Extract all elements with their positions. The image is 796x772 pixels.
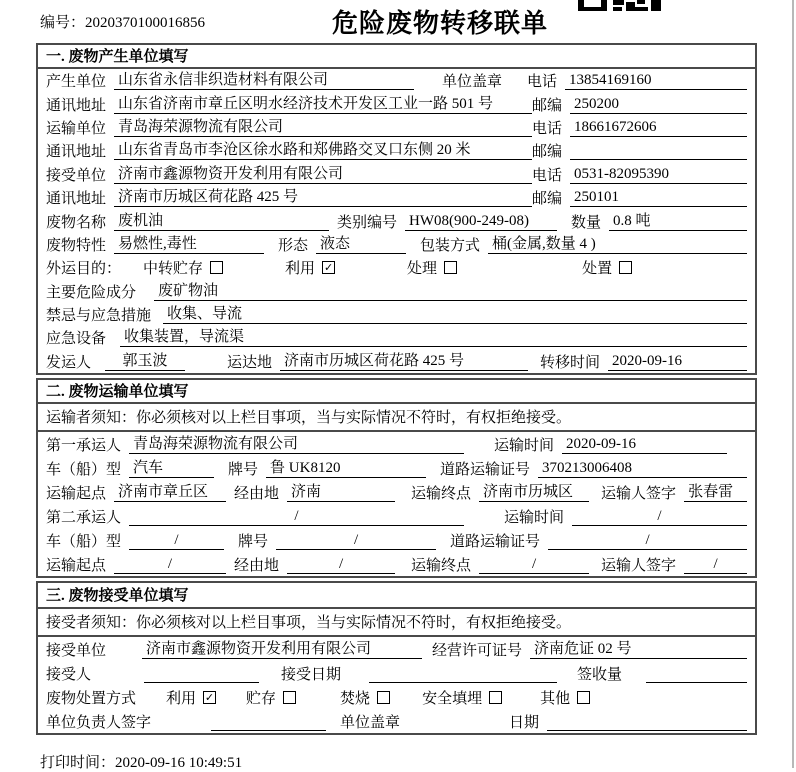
road-permit1-label: 道路运输证号 bbox=[440, 461, 531, 478]
disposal-option-landfill bbox=[422, 687, 502, 708]
waste-category-label: 类别编号 bbox=[337, 214, 398, 231]
qr-code-fragment bbox=[578, 0, 662, 11]
route2-end-value: / bbox=[479, 555, 589, 574]
receive-unit-value: 济南市鑫源物资开发利用有限公司 bbox=[142, 640, 422, 659]
field-row-vehicle1 bbox=[38, 456, 755, 480]
receiver-person-label: 接受人 bbox=[46, 666, 92, 683]
responsible-sign-value bbox=[211, 712, 326, 731]
field-row-route2 bbox=[38, 552, 755, 576]
generator-zip-value: 250200 bbox=[570, 95, 747, 114]
route2-via-label: 经由地 bbox=[234, 557, 280, 574]
receiver-zip-value: 250101 bbox=[570, 188, 747, 207]
section-receiver-title: 三. 废物接受单位填写 bbox=[38, 583, 755, 609]
disposal-use-checkbox[interactable]: ✓ bbox=[204, 690, 215, 704]
field-row-transporter-unit bbox=[38, 116, 755, 139]
disposal-use-label: 利用 bbox=[166, 690, 197, 707]
disposal-option-storage bbox=[246, 687, 296, 708]
transporter-notice: 运输者须知：你必须核对以上栏目事项，当与实际情况不符时，有权拒绝接受。 bbox=[38, 404, 755, 432]
doc-number-label: 编号： bbox=[40, 15, 86, 31]
transporter-address-value: 山东省青岛市李沧区徐水路和郑佛路交叉口东侧 20 米 bbox=[114, 141, 532, 160]
emergency-measures-value: 收集、导流 bbox=[163, 305, 747, 324]
receive-qty-label: 签收量 bbox=[577, 666, 623, 683]
generator-phone-value: 13854169160 bbox=[565, 71, 747, 90]
purpose-option-storage bbox=[143, 257, 223, 278]
destination-value: 济南市历城区荷花路 425 号 bbox=[280, 352, 528, 371]
generator-unit-value: 山东省永信非织造材料有限公司 bbox=[114, 71, 414, 90]
receive-date-label: 接受日期 bbox=[281, 666, 342, 683]
generator-unit-label: 产生单位 bbox=[46, 74, 107, 91]
field-row-route1 bbox=[38, 480, 755, 504]
receiver-seal-label: 单位盖章 bbox=[340, 714, 401, 731]
purpose-use-label: 利用 bbox=[285, 261, 316, 278]
road-permit2-label: 道路运输证号 bbox=[450, 533, 541, 550]
route1-sign-label: 运输人签字 bbox=[601, 485, 677, 502]
transporter-zip-label: 邮编 bbox=[531, 144, 562, 161]
field-row-emergency-measures bbox=[38, 303, 755, 326]
purpose-option-treat bbox=[407, 257, 457, 278]
transporter-unit-label: 运输单位 bbox=[46, 120, 107, 137]
route1-end-value: 济南市历城区 bbox=[479, 483, 589, 502]
field-row-disposal-method bbox=[38, 685, 755, 709]
receiver-address-value: 济南市历城区荷花路 425 号 bbox=[114, 188, 532, 207]
receive-stamp-date-value bbox=[547, 712, 747, 731]
field-row-generator-address bbox=[38, 92, 755, 115]
field-row-receive-unit bbox=[38, 637, 755, 661]
emergency-equipment-value: 收集装置，导流渠 bbox=[120, 328, 747, 347]
disposal-landfill-checkbox[interactable] bbox=[489, 691, 502, 704]
receiver-unit-label: 接受单位 bbox=[46, 167, 107, 184]
purpose-storage-checkbox[interactable] bbox=[210, 261, 223, 274]
carrier1-time-label: 运输时间 bbox=[494, 437, 555, 454]
receiver-zip-label: 邮编 bbox=[531, 191, 562, 208]
receive-qty-value bbox=[646, 664, 747, 683]
field-row-receiver-person bbox=[38, 661, 755, 685]
route2-origin-value: / bbox=[114, 555, 226, 574]
generator-zip-label: 邮编 bbox=[531, 97, 562, 114]
section-transporter-title: 二. 废物运输单位填写 bbox=[38, 380, 755, 404]
field-row-receiver-address bbox=[38, 186, 755, 209]
emergency-measures-label: 禁忌与应急措施 bbox=[46, 308, 152, 325]
vehicle1-type-label: 车（船）型 bbox=[46, 461, 122, 478]
route2-sign-value: / bbox=[684, 555, 747, 574]
unit-seal-label: 单位盖章 bbox=[442, 74, 503, 91]
shipper-value: 郭玉波 bbox=[105, 352, 185, 371]
section-receiver bbox=[36, 581, 757, 735]
waste-name-value: 废机油 bbox=[114, 212, 329, 231]
waste-category-value: HW08(900-249-08) bbox=[405, 212, 557, 231]
disposal-other-label: 其他 bbox=[540, 690, 571, 707]
destination-label: 运达地 bbox=[227, 354, 273, 371]
doc-number-value: 2020370100016856 bbox=[85, 15, 206, 31]
hazard-component-value: 废矿物油 bbox=[154, 282, 747, 301]
route1-origin-value: 济南市章丘区 bbox=[114, 483, 226, 502]
disposal-option-use bbox=[166, 687, 216, 708]
disposal-incinerate-label: 焚烧 bbox=[340, 690, 371, 707]
license-no-label: 经营许可证号 bbox=[432, 642, 523, 659]
page-edge-line bbox=[792, 0, 794, 768]
hazard-component-label: 主要危险成分 bbox=[46, 284, 137, 301]
print-time-value: 2020-09-16 10:49:51 bbox=[115, 755, 243, 771]
responsible-sign-label: 单位负责人签字 bbox=[46, 714, 152, 731]
disposal-storage-checkbox[interactable] bbox=[283, 691, 296, 704]
carrier2-label: 第二承运人 bbox=[46, 509, 122, 526]
road-permit1-value: 370213006408 bbox=[538, 459, 747, 478]
disposal-method-label: 废物处置方式 bbox=[46, 690, 137, 707]
receiver-phone-label: 电话 bbox=[531, 167, 562, 184]
vehicle2-plate-value: / bbox=[276, 531, 436, 550]
field-row-carrier1 bbox=[38, 432, 755, 456]
transporter-unit-value: 青岛海荣源物流有限公司 bbox=[114, 118, 532, 137]
receive-stamp-date-label: 日期 bbox=[508, 714, 539, 731]
field-row-receiver-unit bbox=[38, 163, 755, 186]
field-row-vehicle2 bbox=[38, 528, 755, 552]
shipper-label: 发运人 bbox=[46, 354, 92, 371]
transporter-zip-value bbox=[570, 141, 747, 160]
receiver-phone-value: 0531-82095390 bbox=[570, 165, 747, 184]
receive-unit-label: 接受单位 bbox=[46, 642, 107, 659]
generator-phone-label: 电话 bbox=[526, 74, 557, 91]
route2-end-label: 运输终点 bbox=[411, 557, 472, 574]
purpose-option-dispose bbox=[582, 257, 632, 278]
receiver-address-label: 通讯地址 bbox=[46, 191, 107, 208]
purpose-use-checkbox[interactable]: ✓ bbox=[323, 261, 334, 275]
field-row-waste-name bbox=[38, 209, 755, 232]
disposal-other-checkbox[interactable] bbox=[577, 691, 590, 704]
vehicle1-type-value: 汽车 bbox=[129, 459, 214, 478]
waste-traits-label: 废物特性 bbox=[46, 237, 107, 254]
purpose-dispose-label: 处置 bbox=[582, 261, 613, 278]
carrier1-label: 第一承运人 bbox=[46, 437, 122, 454]
field-row-transfer-purpose bbox=[38, 256, 755, 279]
field-row-shipper bbox=[38, 350, 755, 373]
route1-end-label: 运输终点 bbox=[411, 485, 472, 502]
receive-date-value bbox=[369, 664, 557, 683]
route1-via-label: 经由地 bbox=[234, 485, 280, 502]
transfer-time-label: 转移时间 bbox=[540, 354, 601, 371]
vehicle2-plate-label: 牌号 bbox=[238, 533, 269, 550]
waste-pack-value: 桶(金属,数量 4 ) bbox=[488, 235, 747, 254]
transporter-phone-label: 电话 bbox=[531, 120, 562, 137]
page-title: 危险废物转移联单 bbox=[332, 9, 549, 38]
field-row-hazard-component bbox=[38, 280, 755, 303]
carrier2-value: / bbox=[129, 507, 464, 526]
carrier2-time-value: / bbox=[572, 507, 747, 526]
carrier1-time-value: 2020-09-16 bbox=[562, 435, 727, 454]
generator-address-label: 通讯地址 bbox=[46, 97, 107, 114]
field-row-transporter-address bbox=[38, 139, 755, 162]
vehicle1-plate-label: 牌号 bbox=[228, 461, 259, 478]
doc-number bbox=[40, 11, 205, 32]
route1-via-value: 济南 bbox=[287, 483, 395, 502]
carrier2-time-label: 运输时间 bbox=[504, 509, 565, 526]
route2-origin-label: 运输起点 bbox=[46, 557, 107, 574]
field-row-emergency-equipment bbox=[38, 326, 755, 349]
waste-form-value: 液态 bbox=[316, 235, 406, 254]
transporter-phone-value: 18661672606 bbox=[570, 118, 747, 137]
disposal-storage-label: 贮存 bbox=[246, 690, 277, 707]
waste-form-label: 形态 bbox=[278, 237, 309, 254]
disposal-incinerate-checkbox[interactable] bbox=[377, 691, 390, 704]
disposal-landfill-label: 安全填埋 bbox=[422, 690, 483, 707]
waste-qty-value: 0.8 吨 bbox=[609, 212, 747, 231]
field-row-waste-traits bbox=[38, 233, 755, 256]
receiver-person-value bbox=[144, 664, 259, 683]
transfer-purpose-label: 外运目的： bbox=[46, 261, 122, 278]
receiver-notice: 接受者须知：你必须核对以上栏目事项，当与实际情况不符时，有权拒绝接受。 bbox=[38, 609, 755, 637]
field-row-carrier2 bbox=[38, 504, 755, 528]
purpose-dispose-checkbox[interactable] bbox=[619, 261, 632, 274]
transfer-time-value: 2020-09-16 bbox=[608, 352, 747, 371]
vehicle2-type-value: / bbox=[129, 531, 224, 550]
route1-origin-label: 运输起点 bbox=[46, 485, 107, 502]
waste-pack-label: 包装方式 bbox=[420, 237, 481, 254]
route2-via-value: / bbox=[287, 555, 395, 574]
vehicle1-plate-value: 鲁 UK8120 bbox=[266, 459, 426, 478]
section-transporter bbox=[36, 378, 757, 578]
waste-qty-label: 数量 bbox=[571, 214, 602, 231]
license-no-value: 济南危证 02 号 bbox=[530, 640, 747, 659]
vehicle2-type-label: 车（船）型 bbox=[46, 533, 122, 550]
purpose-option-use bbox=[285, 257, 335, 278]
purpose-treat-checkbox[interactable] bbox=[444, 261, 457, 274]
road-permit2-value: / bbox=[548, 531, 747, 550]
waste-traits-value: 易燃性,毒性 bbox=[114, 235, 264, 254]
waste-name-label: 废物名称 bbox=[46, 214, 107, 231]
purpose-storage-label: 中转贮存 bbox=[143, 261, 204, 278]
emergency-equipment-label: 应急设备 bbox=[46, 331, 107, 348]
print-time bbox=[40, 751, 242, 772]
disposal-option-other bbox=[540, 687, 590, 708]
field-row-responsible-sign bbox=[38, 709, 755, 733]
receiver-unit-value: 济南市鑫源物资开发利用有限公司 bbox=[114, 165, 532, 184]
route1-sign-value: 张春雷 bbox=[684, 483, 747, 502]
section-generator-title: 一. 废物产生单位填写 bbox=[38, 45, 755, 69]
route2-sign-label: 运输人签字 bbox=[601, 557, 677, 574]
manifest-form bbox=[36, 43, 757, 738]
section-generator bbox=[36, 43, 757, 375]
field-row-generator-unit bbox=[38, 69, 755, 92]
print-time-label: 打印时间： bbox=[40, 755, 116, 771]
transporter-address-label: 通讯地址 bbox=[46, 144, 107, 161]
generator-address-value: 山东省济南市章丘区明水经济技术开发区工业一路 501 号 bbox=[114, 95, 532, 114]
carrier1-value: 青岛海荣源物流有限公司 bbox=[129, 435, 464, 454]
purpose-treat-label: 处理 bbox=[407, 261, 438, 278]
disposal-option-incinerate bbox=[340, 687, 390, 708]
